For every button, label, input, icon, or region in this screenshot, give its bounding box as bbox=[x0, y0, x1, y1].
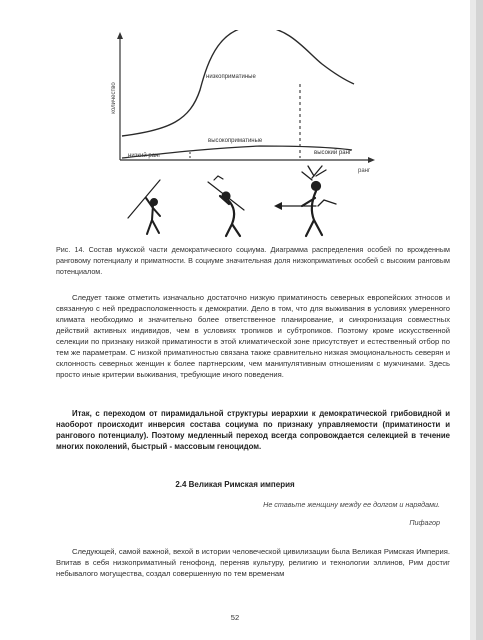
paragraph-3: Следующей, самой важной, вехой в истории человеческой цивилизации была Великая Римская Империя. Впитав в себя низкоприматиный генофонд, переняв культуру, религию и технологии эллинов, Рим достиг небывалого могущества, создал совершенную по тем временам bbox=[56, 547, 450, 578]
population-diagram bbox=[90, 30, 390, 240]
lower-curve-label: высокоприматиные bbox=[208, 138, 263, 144]
page-edge-shadow bbox=[476, 0, 483, 640]
figure-caption: Рис. 14. Состав мужской части демократического социума. Диаграмма распределения особей по врожденным ранговому потенциалу и приматности. В социуме значительная доля низкоприматиных особей с высоким ранговым потенциалом. bbox=[56, 245, 450, 276]
paragraph-1: Следует также отметить изначально достаточно низкую приматиность северных европейских этносов и связанную с ней предрасположенность к демократии. Дело в том, что для выживания в условиях умеренного климата необходимо и значительно более ответственное планирование, и синхронизация совместных действий активных индивидов, чем в условиях тропиков и субтропиков. Поэтому кроме искусственной селекции по признаку низкой приматиности в этой климатической зоне присутствует и естественный отбор по тем же параметрам. С низкой приматиностью связана также сравнительно низкая эмоциональность северян и склонность северных женщин к более партнерским, чем манипулятивным отношениям с мужчинами. Здесь просто иные критерии выживания, требующие иного поведения. bbox=[56, 293, 450, 379]
paragraph-2-bold: Итак, с переходом от пирамидальной структуры иерархии к демократической грибовидной и наоборот происходит инверсия состава социума по признаку управляемости (приматиности и рангового потенциалу). Поэтому медленный переход всегда сопровождается селекцией в течение многих поколений, быстрый - массовым геноцидом. bbox=[56, 409, 450, 451]
page-number: 52 bbox=[230, 613, 240, 622]
upper-curve bbox=[122, 30, 354, 136]
epigraph: Не ставьте женщину между ее долгом и нарядами. bbox=[263, 500, 440, 509]
low-rank-label: низкий ранг bbox=[128, 153, 161, 159]
y-axis-label: количество bbox=[111, 82, 117, 114]
hunter-figure-2 bbox=[208, 176, 244, 236]
section-heading: 2.4 Великая Римская империя bbox=[175, 480, 295, 489]
high-rank-label: высокий ранг bbox=[314, 150, 352, 156]
x-axis-label: ранг bbox=[358, 168, 371, 174]
epigraph-author: Пифагор bbox=[409, 518, 440, 527]
upper-curve-label: низкоприматиные bbox=[206, 74, 256, 80]
hunter-figure-1 bbox=[128, 180, 160, 234]
hunter-figure-3 bbox=[274, 166, 336, 236]
